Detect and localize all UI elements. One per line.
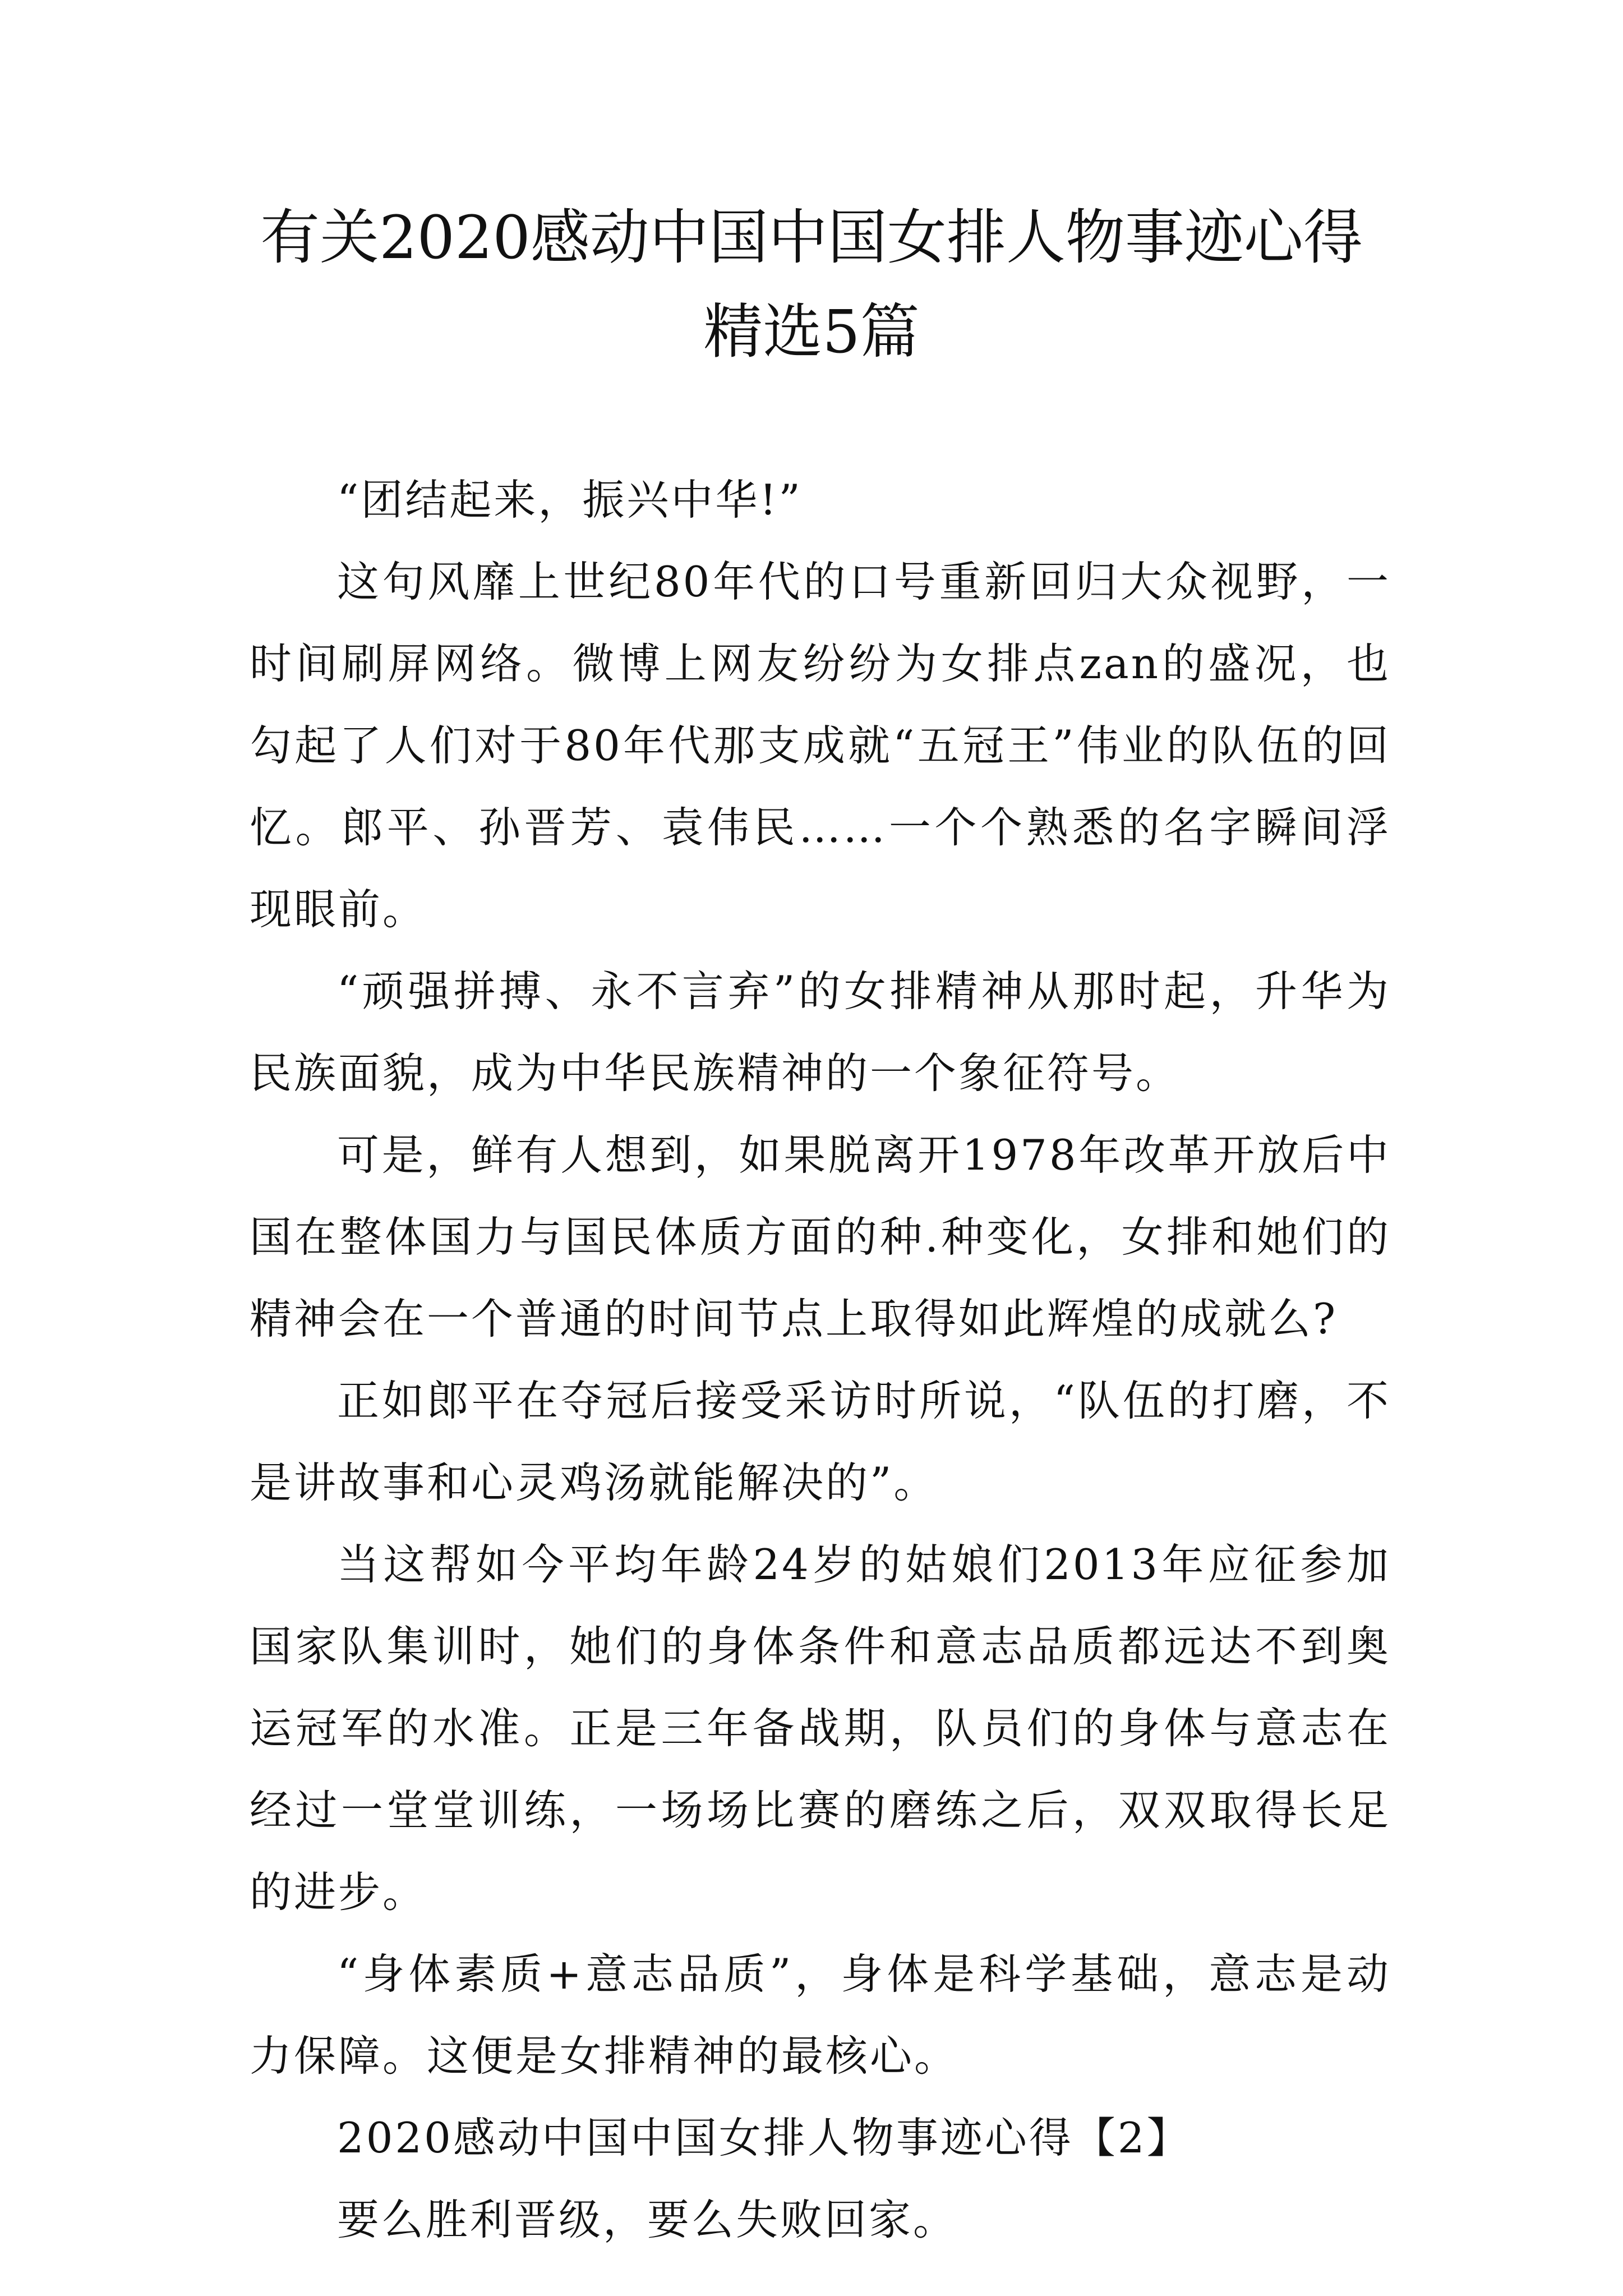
paragraph-quote: 正如郎平在夺冠后接受采访时所说，“队伍的打磨，不是讲故事和心灵鸡汤就能解决的”。 <box>250 1376 1391 1507</box>
document-title <box>236 191 1387 379</box>
title-line-2: 精选5篇 <box>703 297 920 366</box>
document-body <box>250 459 1391 2261</box>
paragraph-spirit: “顽强拼搏、永不言弃”的女排精神从那时起，升华为民族面貌，成为中华民族精神的一个象征符号。 <box>250 967 1391 1098</box>
paragraph-reform: 可是，鲜有人想到，如果脱离开1978年改革开放后中国在整体国力与国民体质方面的种.种变化，女排和她们的精神会在一个普通的时间节点上取得如此辉煌的成就么? <box>250 1130 1391 1343</box>
paragraph-core: “身体素质+意志品质”，身体是科学基础，意志是动力保障。这便是女排精神的最核心。 <box>250 1949 1391 2081</box>
title-line-1: 有关2020感动中国中国女排人物事迹心得 <box>260 203 1363 272</box>
section-heading-2: 2020感动中国中国女排人物事迹心得【2】 <box>337 2113 1191 2162</box>
paragraph-training: 当这帮如今平均年龄24岁的姑娘们2013年应征参加国家队集训时，她们的身体条件和意志品质都远达不到奥运冠军的水准。正是三年备战期，队员们的身体与意志在经过一堂堂训练，一场场比赛的磨练之后，双双取得长足的进步。 <box>250 1540 1391 1917</box>
paragraph-intro: 这句风靡上世纪80年代的口号重新回归大众视野，一时间刷屏网络。微博上网友纷纷为女排点zan的盛况，也勾起了人们对于80年代那支成就“五冠王”伟业的队伍的回忆。郎平、孙晋芳、袁伟民……一个个熟悉的名字瞬间浮现眼前。 <box>250 557 1391 934</box>
paragraph-section-2: 要么胜利晋级，要么失败回家。 <box>337 2195 958 2244</box>
paragraph-slogan: “团结起来，振兴中华!” <box>337 475 803 524</box>
